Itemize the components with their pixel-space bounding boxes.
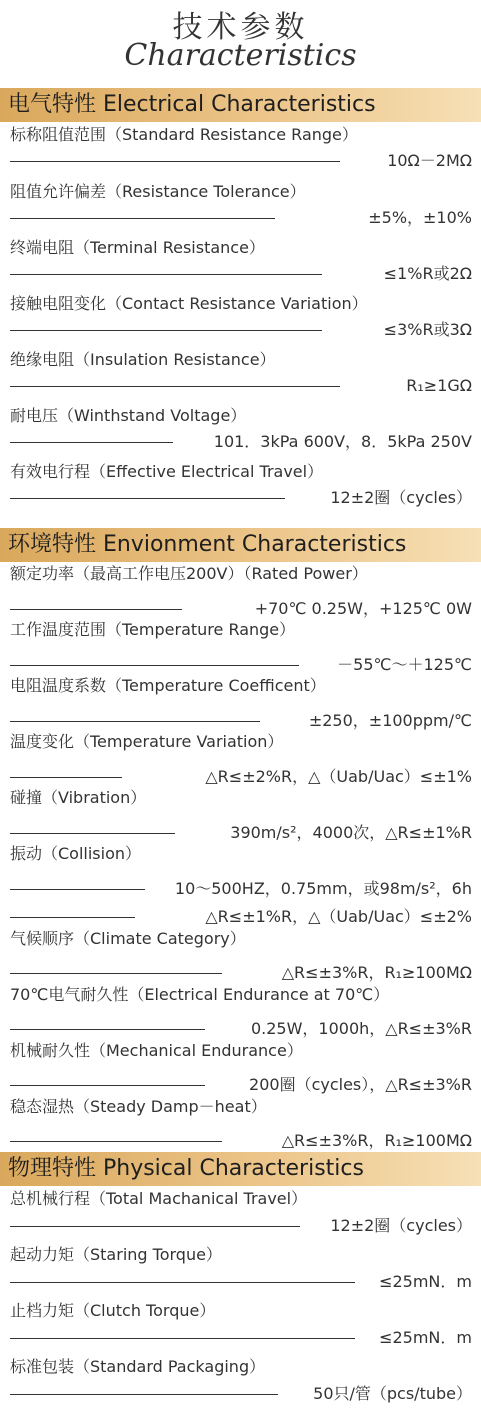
spec-value: ±5%，±10% bbox=[368, 208, 472, 227]
spec-label: 接触电阻变化（Contact Resistance Variation） bbox=[10, 294, 368, 313]
spec-value: 0.25W，1000h，△R≤±3%R bbox=[250, 1019, 472, 1038]
spec-value-row bbox=[10, 1270, 472, 1294]
section-header-environment bbox=[0, 528, 481, 562]
spec-value-row bbox=[10, 262, 472, 286]
spec-label: 止档力矩（Clutch Torque） bbox=[10, 1301, 216, 1320]
spec-value: 200圈（cycles），△R≤±3%R bbox=[249, 1075, 472, 1094]
spec-value-row bbox=[10, 821, 472, 845]
spec-label: 有效电行程（Effective Electrical Travel） bbox=[10, 462, 324, 481]
spec-label: 标称阻值范围（Standard Resistance Range） bbox=[10, 125, 358, 144]
leader-line bbox=[10, 889, 145, 890]
spec-value-row bbox=[10, 1129, 472, 1153]
spec-value-row bbox=[10, 1073, 472, 1097]
spec-label: 碰撞（Vibration） bbox=[10, 788, 147, 807]
spec-value: △R≤±1%R，△（Uab/Uac）≤±2% bbox=[205, 907, 472, 926]
spec-value: R₁≥1GΩ bbox=[406, 376, 472, 395]
leader-line bbox=[10, 1085, 205, 1086]
spec-value: ≤25mN．m bbox=[379, 1272, 472, 1291]
spec-value-row bbox=[10, 653, 472, 677]
spec-value-row bbox=[10, 765, 472, 789]
leader-line bbox=[10, 274, 322, 275]
leader-line bbox=[10, 721, 260, 722]
leader-line bbox=[10, 1394, 278, 1395]
spec-value: ±250，±100ppm/℃ bbox=[308, 711, 472, 730]
section-header-electrical bbox=[0, 88, 481, 122]
spec-value: △R≤±3%R，R₁≥100MΩ bbox=[281, 1131, 472, 1150]
page-title-chinese: 技术参数 bbox=[172, 10, 309, 45]
spec-value: 12±2圈（cycles） bbox=[330, 1216, 472, 1235]
section-header-physical bbox=[0, 1152, 481, 1186]
spec-value-row bbox=[10, 1214, 472, 1238]
leader-line bbox=[10, 1338, 355, 1339]
spec-value: 390m/s²，4000次，△R≤±1%R bbox=[230, 823, 472, 842]
spec-value-row bbox=[10, 430, 472, 454]
leader-line bbox=[10, 442, 173, 443]
spec-value: －55℃～＋125℃ bbox=[337, 655, 472, 674]
spec-value-row bbox=[10, 149, 472, 173]
spec-value: △R≤±2%R，△（Uab/Uac）≤±1% bbox=[205, 767, 472, 786]
leader-line bbox=[10, 1282, 355, 1283]
spec-value-row bbox=[10, 486, 472, 510]
spec-label: 稳态湿热（Steady Damp－heat） bbox=[10, 1097, 267, 1116]
page-title-english: Characteristics bbox=[124, 38, 357, 73]
section-title: 物理特性 Physical Characteristics bbox=[8, 1156, 364, 1181]
leader-line bbox=[10, 833, 175, 834]
spec-value: +70℃ 0.25W，+125℃ 0W bbox=[254, 599, 472, 618]
spec-value-row bbox=[10, 1326, 472, 1350]
spec-label: 绝缘电阻（Insulation Resistance） bbox=[10, 350, 276, 369]
spec-value-row bbox=[10, 961, 472, 985]
leader-line bbox=[10, 386, 340, 387]
spec-label: 工作温度范围（Temperature Range） bbox=[10, 620, 296, 639]
spec-label: 总机械行程（Total Machanical Travel） bbox=[10, 1189, 308, 1208]
leader-line bbox=[10, 777, 122, 778]
spec-label: 终端电阻（Terminal Resistance） bbox=[10, 238, 265, 257]
spec-label: 气候顺序（Climate Category） bbox=[10, 929, 246, 948]
spec-value: 50只/管（pcs/tube） bbox=[313, 1384, 472, 1403]
spec-label: 标准包装（Standard Packaging） bbox=[10, 1357, 266, 1376]
spec-value-row bbox=[10, 597, 472, 621]
spec-value-row bbox=[10, 905, 472, 929]
leader-line bbox=[10, 609, 182, 610]
section-title: 电气特性 Electrical Characteristics bbox=[8, 92, 376, 117]
spec-value-row bbox=[10, 206, 472, 230]
spec-value: 101．3kPa 600V，8．5kPa 250V bbox=[213, 432, 472, 451]
spec-label: 电阻温度系数（Temperature Coefficent） bbox=[10, 676, 326, 695]
spec-value-row bbox=[10, 374, 472, 398]
leader-line bbox=[10, 218, 275, 219]
spec-value: 12±2圈（cycles） bbox=[330, 488, 472, 507]
spec-value: 10Ω－2MΩ bbox=[387, 151, 472, 170]
leader-line bbox=[10, 498, 285, 499]
spec-value-row bbox=[10, 318, 472, 342]
leader-line bbox=[10, 161, 340, 162]
leader-line bbox=[10, 330, 322, 331]
spec-value: △R≤±3%R，R₁≥100MΩ bbox=[281, 963, 472, 982]
leader-line bbox=[10, 917, 135, 918]
spec-label: 温度变化（Temperature Variation） bbox=[10, 732, 284, 751]
spec-value: ≤3%R或3Ω bbox=[383, 320, 472, 339]
leader-line bbox=[10, 1141, 222, 1142]
spec-value: 10～500HZ，0.75mm，或98m/s²，6h bbox=[174, 879, 472, 898]
spec-label: 阻值允许偏差（Resistance Tolerance） bbox=[10, 182, 306, 201]
spec-value-row bbox=[10, 877, 472, 901]
spec-label: 振动（Collision） bbox=[10, 844, 142, 863]
spec-label: 起动力矩（Staring Torque） bbox=[10, 1245, 222, 1264]
leader-line bbox=[10, 973, 222, 974]
spec-label: 机械耐久性（Mechanical Endurance） bbox=[10, 1041, 303, 1060]
spec-value-row bbox=[10, 709, 472, 733]
section-title: 环境特性 Envionment Characteristics bbox=[8, 532, 407, 557]
leader-line bbox=[10, 665, 299, 666]
leader-line bbox=[10, 1226, 300, 1227]
spec-value-row bbox=[10, 1017, 472, 1041]
spec-value: ≤1%R或2Ω bbox=[383, 264, 472, 283]
spec-label: 耐电压（Winthstand Voltage） bbox=[10, 406, 247, 425]
spec-value: ≤25mN．m bbox=[379, 1328, 472, 1347]
spec-label: 额定功率（最高工作电压200V）（Rated Power） bbox=[10, 564, 368, 583]
leader-line bbox=[10, 1029, 205, 1030]
spec-label: 70℃电气耐久性（Electrical Endurance at 70℃） bbox=[10, 985, 390, 1004]
spec-value-row bbox=[10, 1382, 472, 1406]
